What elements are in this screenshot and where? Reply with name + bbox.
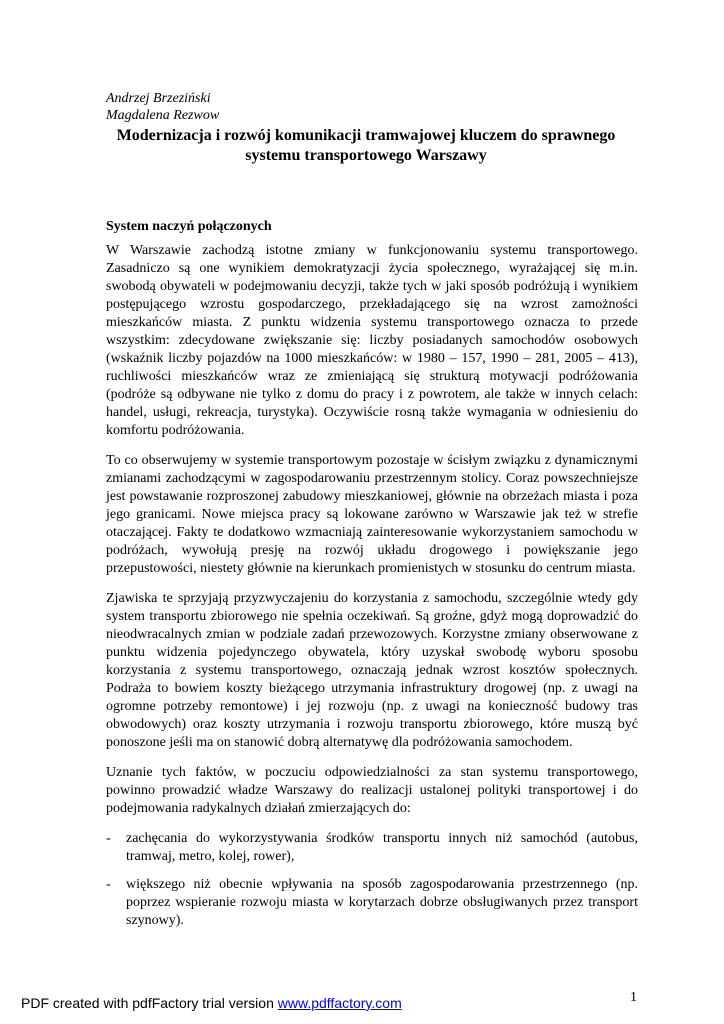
title-line: Modernizacja i rozwój komunikacji tramwajowej kluczem do sprawnego [116,127,616,144]
footer-text: PDF created with pdfFactory trial version [21,995,278,1011]
pdf-footer [21,995,402,1011]
document-title [96,126,636,166]
page-number: 1 [630,990,637,1005]
author-name: Andrzej Brzeziński [106,91,211,106]
list-dash: - [106,831,111,846]
section-heading: System naczyń połączonych [106,219,272,234]
list-item [106,830,638,866]
authors [106,90,219,124]
list-dash: - [106,877,111,892]
paragraph: Uznanie tych faktów, w poczuciu odpowiedzialności za stan systemu transportowego, powinno prowadzić władze Warszawy do realizacji ustalonej polityki transportowej i do podejmowania radykalnych działań zmierzających do: [106,765,638,816]
paragraph: To co obserwujemy w systemie transportowym pozostaje w ścisłym związku z dynamicznymi zmianami zachodzącymi w zagospodarowaniu przestrzennym stolicy. Coraz powszechniejsze jest powstawanie rozproszonej zabudowy mieszkaniowej, głównie na obrzeżach miasta i poza jego granicami. Nowe miejsca pracy są lokowane zarówno w Warszawie jak też w strefie otaczającej. Fakty te dodatkowo wzmacniają zainteresowanie wykorzystaniem samochodu w podróżach, wywołują presję na rozwój układu drogowego i powiększanie jego przepustowości, niestety głównie na kierunkach promienistych w stosunku do centrum miasta. [106,453,638,576]
bullet-list [106,830,638,930]
paragraph: Zjawiska te sprzyjają przyzwyczajeniu do korzystania z samochodu, szczególnie wtedy gdy system transportu zbiorowego nie spełnia oczekiwań. Są groźne, gdyż mogą doprowadzić do nieodwracalnych zmian w podziale zadań przewozowych. Korzystne zmiany obserwowane z punktu widzenia pojedynczego obywatela, który uzyskał swobodę wyboru sposobu korzystania z systemu transportowego, oznaczają jednak wzrost kosztów społecznych. Podraża to bowiem koszty bieżącego utrzymania infrastruktury drogowej (np. z uwagi na ogromne potrzeby remontowe) i jej rozwoju (np. z uwagi na konieczność budowy tras obwodowych) oraz koszty utrzymania i rozwoju transportu zbiorowego, które muszą być ponoszone jeśli ma on stanowić dobrą alternatywę dla podróżowania samochodem. [106,591,638,750]
paragraph: W Warszawie zachodzą istotne zmiany w funkcjonowaniu systemu transportowego. Zasadniczo są one wynikiem demokratyzacji życia społecznego, wyrażającej się m.in. swobodą obywateli w podejmowaniu decyzji, także tych w jaki sposób podróżują i wynikiem postępującego wzrostu gospodarczego, przekładającego się na wzrost zamożności mieszkańców miasta. Z punktu widzenia systemu transportowego oznacza to przede wszystkim: zdecydowane zwiększanie się: liczby posiadanych samochodów osobowych (wskaźnik liczby pojazdów na 1000 mieszkańców: w 1980 – 157, 1990 – 281, 2005 – 413), ruchliwości mieszkańców wraz ze zmieniającą się strukturą motywacji podróżowania (podróże są odbywane nie tylko z domu do pracy i z powrotem, ale także w innych celach: handel, usługi, rekreacja, turystyka). Oczywiście rosną także wymagania w odniesieniu do komfortu podróżowania. [106,243,638,438]
author-name: Magdalena Rezwow [106,108,220,123]
title-line: systemu transportowego Warszawy [245,147,487,164]
list-item [106,876,638,930]
pdffactory-link[interactable]: www.pdffactory.com [277,995,402,1011]
list-item-text: zachęcania do wykorzystywania środków transportu innych niż samochód (autobus, tramwaj, metro, kolej, rower), [126,831,638,864]
list-item-text: większego niż obecnie wpływania na sposób zagospodarowania przestrzennego (np. poprzez wspieranie rozwoju miasta w korytarzach dobrze obsługiwanych przez transport szynowy). [126,877,638,928]
body-text [106,242,638,940]
